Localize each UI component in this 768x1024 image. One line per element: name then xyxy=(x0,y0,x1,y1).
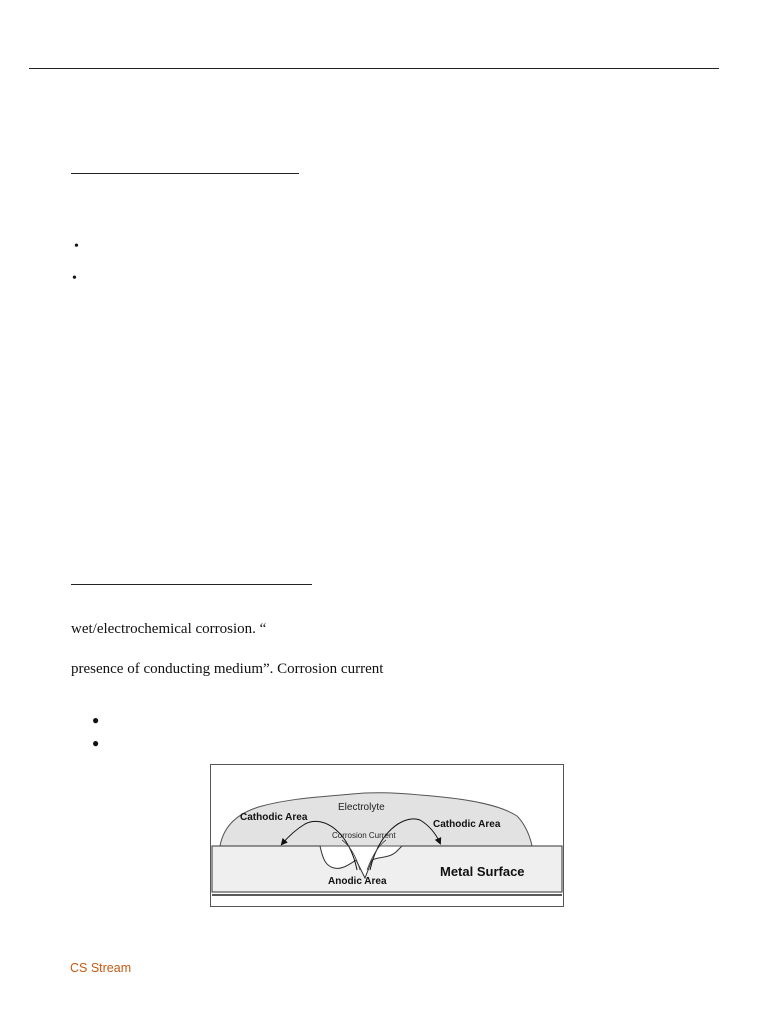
footer-label: CS Stream xyxy=(70,961,132,975)
corrosion-current-label: Corrosion Current xyxy=(332,831,396,840)
section2-bullet-1: ● xyxy=(92,713,100,727)
metal-surface-label: Metal Surface xyxy=(440,864,525,879)
corrosion-diagram xyxy=(210,764,564,907)
section1-heading-underline xyxy=(71,173,299,174)
section2-line-1: wet/electrochemical corrosion. “ xyxy=(71,621,267,637)
anodic-area-label: Anodic Area xyxy=(328,876,387,887)
section1-bullet-1: • xyxy=(74,239,79,254)
header-rule xyxy=(29,68,719,69)
cathodic-area-left-label: Cathodic Area xyxy=(240,812,308,823)
cathodic-area-right-label: Cathodic Area xyxy=(433,819,501,830)
section1-bullet-2: • xyxy=(72,271,77,286)
section2-line-2: presence of conducting medium”. Corrosion current xyxy=(71,661,384,677)
section2-bullet-2: ● xyxy=(92,736,100,750)
electrolyte-label: Electrolyte xyxy=(338,802,385,813)
section2-heading-underline xyxy=(71,584,312,585)
